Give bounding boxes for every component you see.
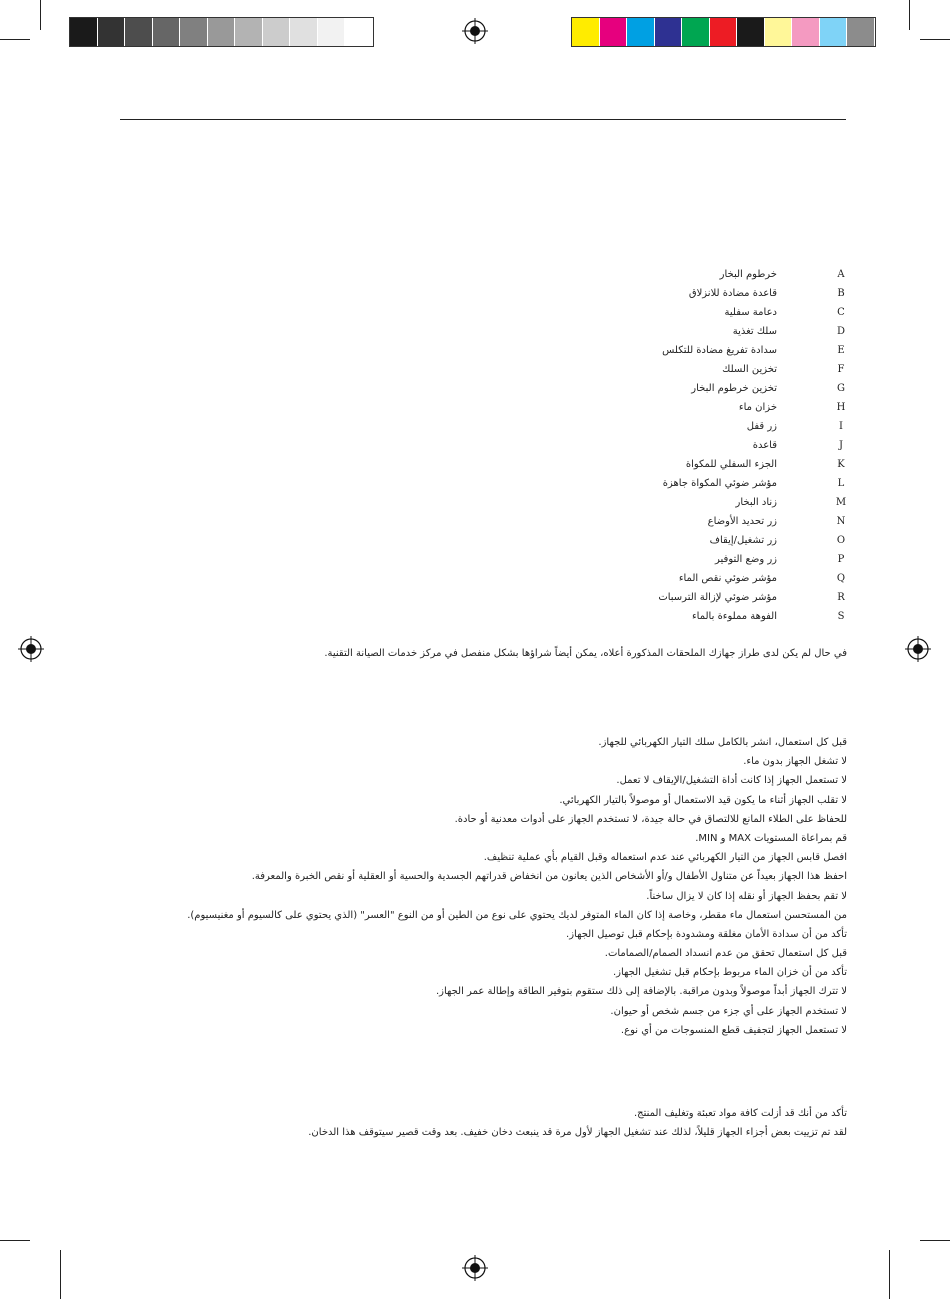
- warning-line: تأكد من أن خزان الماء مربوط بإحكام قبل تشغيل الجهاز.: [613, 967, 847, 979]
- color-swatch: [655, 18, 683, 46]
- part-letter: P: [837, 554, 845, 565]
- list-item: [600, 265, 850, 284]
- list-item: [600, 398, 850, 417]
- part-name: زر تحديد الأوضاع: [707, 516, 777, 527]
- warning-line: لا تستعمل الجهاز إذا كانت أداة التشغيل/الإيقاف لا تعمل.: [616, 775, 847, 787]
- part-letter: N: [836, 516, 846, 527]
- part-letter: M: [835, 497, 847, 508]
- list-item: [600, 550, 850, 569]
- warning-line: لا تشغل الجهاز بدون ماء.: [743, 756, 847, 768]
- warning-line: لا تقم بحفظ الجهاز أو نقله إذا كان لا يزال ساخناً.: [646, 890, 847, 902]
- part-name: زناد البخار: [735, 497, 777, 508]
- warning-line: لا تستعمل الجهاز لتجفيف قطع المنسوجات من أي نوع.: [620, 1024, 847, 1036]
- part-name: مؤشر ضوئي لإزالة الترسبات: [658, 592, 777, 603]
- list-item: [600, 341, 850, 360]
- list-item: [600, 493, 850, 512]
- color-swatch: [70, 18, 98, 46]
- color-swatch: [263, 18, 291, 46]
- warning-line: تأكد من أن سدادة الأمان مغلقة ومشدودة بإحكام قبل توصيل الجهاز.: [566, 928, 847, 940]
- list-item: [600, 417, 850, 436]
- list-item: [600, 512, 850, 531]
- color-swatch: [627, 18, 655, 46]
- process-color-bar: [572, 18, 875, 46]
- part-letter: Q: [836, 573, 846, 584]
- part-letter: I: [839, 421, 843, 432]
- part-letter: C: [837, 307, 845, 318]
- part-letter: A: [837, 269, 845, 280]
- warning-line: قبل كل استعمال، انشر بالكامل سلك التيار الكهربائي للجهاز.: [598, 737, 847, 748]
- list-item: [600, 455, 850, 474]
- color-swatch: [180, 18, 208, 46]
- header-rule: [120, 119, 846, 120]
- list-item: [600, 360, 850, 379]
- crop-mark: [60, 1250, 61, 1299]
- crop-mark: [889, 1250, 890, 1299]
- part-letter: J: [838, 440, 843, 451]
- registration-mark-icon: [18, 636, 44, 662]
- crop-mark: [909, 0, 910, 30]
- first-use-line: تأكد من أنك قد أزلت كافة مواد تعبئة وتغليف المنتج.: [633, 1108, 847, 1119]
- warning-line: احفظ هذا الجهاز بعيداً عن متناول الأطفال و/أو الأشخاص الذين يعانون من انخفاض قدراتهم الجسدية والحسية أو العقلية أو نقص الخبرة والمعرفة.: [251, 871, 847, 883]
- part-name: خرطوم البخار: [719, 269, 777, 280]
- part-letter: F: [837, 364, 845, 375]
- grayscale-color-bar: [70, 18, 373, 46]
- part-name: تخزين السلك: [722, 364, 777, 375]
- warning-line: قبل كل استعمال تحقق من عدم انسداد الصمام/الصمامات.: [604, 948, 847, 960]
- warning-line: من المستحسن استعمال ماء مقطر، وخاصة إذا كان الماء المتوفر لديك يحتوي على نوع من الطين أو من النوع "العسر" (الذي يحتوي على كالسيوم أو مغنيسيوم).: [187, 909, 847, 921]
- crop-mark: [920, 1240, 950, 1241]
- crop-mark: [0, 39, 30, 40]
- color-swatch: [318, 18, 346, 46]
- list-item: [600, 569, 850, 588]
- color-swatch: [820, 18, 848, 46]
- part-name: خزان ماء: [738, 402, 777, 413]
- registration-mark-icon: [905, 636, 931, 662]
- color-swatch: [792, 18, 820, 46]
- list-item: [600, 379, 850, 398]
- safety-warnings: [147, 733, 847, 1040]
- parts-list: [600, 265, 850, 626]
- part-letter: K: [837, 459, 845, 470]
- list-item: [600, 588, 850, 607]
- part-letter: E: [837, 345, 845, 356]
- color-swatch: [125, 18, 153, 46]
- warning-line: للحفاظ على الطلاء المانع للالتصاق في حالة جيدة، لا تستخدم الجهاز على أدوات معدنية أو حادة.: [454, 813, 847, 825]
- part-name: مؤشر ضوئي نقص الماء: [678, 573, 777, 584]
- part-letter: R: [837, 592, 845, 603]
- part-name: تخزين خرطوم البخار: [691, 383, 777, 394]
- part-letter: B: [837, 288, 845, 299]
- warning-line: افصل قابس الجهاز من التيار الكهربائي عند عدم استعماله وقبل القيام بأي عملية تنظيف.: [483, 852, 847, 864]
- crop-mark: [40, 0, 41, 30]
- part-name: زر تشغيل/إيقاف: [709, 535, 777, 546]
- registration-mark-icon: [462, 1255, 488, 1281]
- part-letter: S: [837, 611, 845, 622]
- warning-line: قم بمراعاة المستويات MAX و MIN.: [695, 832, 847, 844]
- warning-line: لا تترك الجهاز أبداً موصولاً وبدون مراقبة. بالإضافة إلى ذلك ستقوم بتوفير الطاقة وإطالة عمر الجهاز.: [435, 986, 847, 998]
- registration-mark-icon: [462, 18, 488, 44]
- first-use-instructions: [147, 1104, 847, 1142]
- part-letter: H: [836, 402, 846, 413]
- list-item: [600, 284, 850, 303]
- color-swatch: [682, 18, 710, 46]
- warning-line: لا تستخدم الجهاز على أي جزء من جسم شخص أو حيوان.: [610, 1005, 847, 1017]
- part-letter: D: [836, 326, 846, 337]
- part-name: زر وضع التوفير: [715, 554, 777, 565]
- color-swatch: [290, 18, 318, 46]
- color-swatch: [235, 18, 263, 46]
- color-swatch: [98, 18, 126, 46]
- part-name: مؤشر ضوئي المكواة جاهزة: [662, 478, 777, 489]
- part-name: سلك تغذية: [732, 326, 777, 337]
- color-swatch: [345, 18, 373, 46]
- color-swatch: [153, 18, 181, 46]
- color-swatch: [572, 18, 600, 46]
- color-swatch: [208, 18, 236, 46]
- list-item: [600, 303, 850, 322]
- part-name: الجزء السفلي للمكواة: [685, 459, 777, 470]
- part-name: زر قفل: [746, 421, 777, 432]
- part-letter: G: [837, 383, 845, 394]
- crop-mark: [920, 39, 950, 40]
- list-item: [600, 436, 850, 455]
- color-swatch: [765, 18, 793, 46]
- part-letter: L: [837, 478, 845, 489]
- part-letter: O: [836, 535, 846, 546]
- color-swatch: [737, 18, 765, 46]
- part-name: دعامة سفلية: [724, 307, 777, 318]
- part-name: قاعدة مضادة للانزلاق: [688, 288, 777, 299]
- list-item: [600, 474, 850, 493]
- accessory-note: في حال لم يكن لدى طراز جهازك الملحقات المذكورة أعلاه، يمكن أيضاً شراؤها بشكل منفصل في مركز خدمات الصيانة التقنية.: [324, 648, 847, 659]
- color-swatch: [847, 18, 875, 46]
- part-name: الفوهة مملوءة بالماء: [691, 611, 777, 622]
- warning-line: لا تقلب الجهاز أثناء ما يكون قيد الاستعمال أو موصولاً بالتيار الكهربائي.: [559, 794, 847, 806]
- color-swatch: [600, 18, 628, 46]
- list-item: [600, 322, 850, 341]
- list-item: [600, 607, 850, 626]
- part-name: سدادة تفريغ مضادة للتكلس: [662, 345, 777, 356]
- first-use-line: لقد تم تزييت بعض أجزاء الجهاز قليلاً، لذلك عند تشغيل الجهاز لأول مرة قد ينبعث دخان خفيف. بعد وقت قصير سيتوقف هذا الدخان.: [308, 1127, 847, 1138]
- part-name: قاعدة: [752, 440, 777, 451]
- list-item: [600, 531, 850, 550]
- color-swatch: [710, 18, 738, 46]
- crop-mark: [0, 1240, 30, 1241]
